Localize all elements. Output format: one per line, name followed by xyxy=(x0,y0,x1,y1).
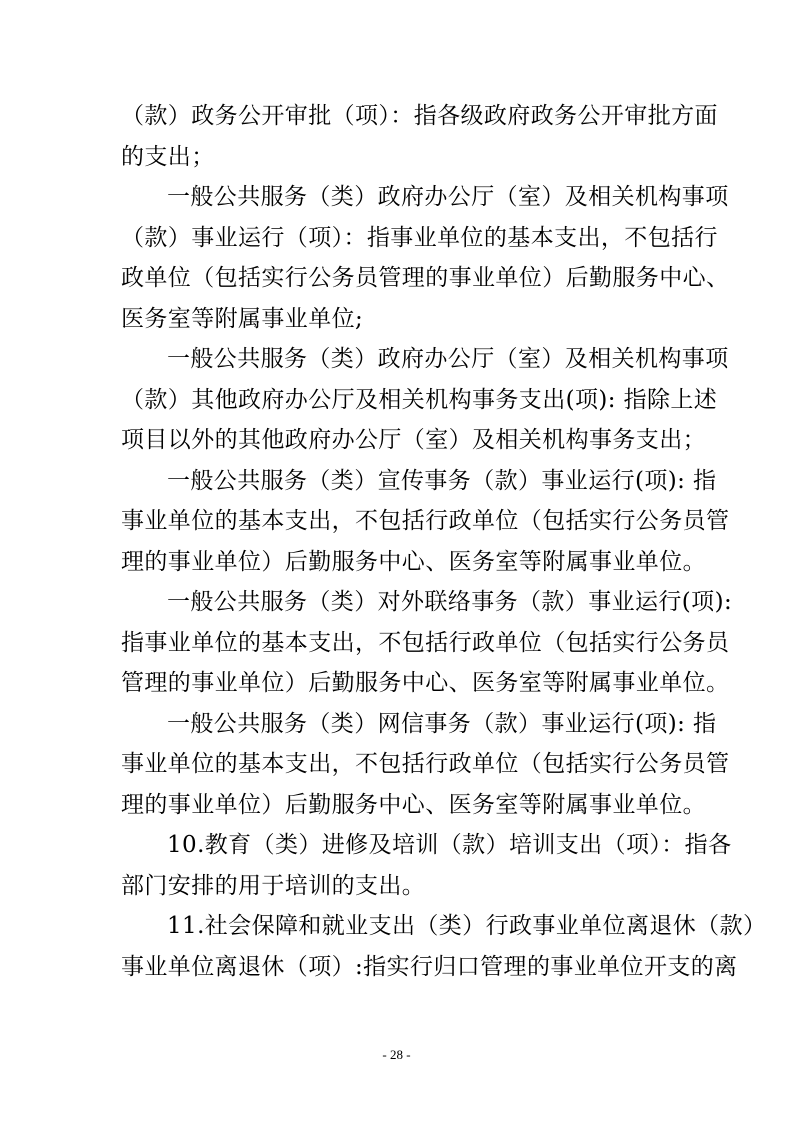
paragraph-7 xyxy=(121,825,732,906)
text-line: 事业单位离退休（项）:指实行归口管理的事业单位开支的离 xyxy=(121,953,738,980)
text-line: 事业单位的基本支出，不包括行政单位（包括实行公务员管 xyxy=(121,751,730,777)
text-line: 部门安排的用于培训的支出。 xyxy=(121,872,426,899)
text-line: 管理的事业单位）后勤服务中心、医务室等附属事业单位。 xyxy=(121,670,730,696)
text-line: 理的事业单位）后勤服务中心、医务室等附属事业单位。 xyxy=(121,791,706,818)
text-line: 一般公共服务（类）网信事务（款）事业运行(项): 指 xyxy=(167,710,717,737)
text-line: 医务室等附属事业单位; xyxy=(121,305,364,332)
text-line: 事业单位的基本支出，不包括行政单位（包括实行公务员管 xyxy=(121,508,730,534)
text-line: 的支出； xyxy=(121,143,215,170)
paragraph-4 xyxy=(121,461,730,583)
text-line: （款）事业运行（项）：指事业单位的基本支出，不包括行 xyxy=(121,224,718,251)
text-line: 10.教育（类）进修及培训（款）培训支出（项）：指各 xyxy=(167,832,732,858)
page-number: - 28 - xyxy=(382,1047,411,1062)
text-line: 一般公共服务（类）政府办公厅（室）及相关机构事项 xyxy=(167,184,729,210)
text-line: 一般公共服务（类）对外联络事务（款）事业运行(项): xyxy=(167,589,733,615)
text-line: （款）政务公开审批（项）：指各级政府政务公开审批方面 xyxy=(121,103,718,129)
paragraph-6 xyxy=(121,704,730,826)
text-line: 一般公共服务（类）政府办公厅（室）及相关机构事项 xyxy=(167,346,729,372)
text-line: 指事业单位的基本支出，不包括行政单位（包括实行公务员 xyxy=(121,629,730,656)
page-body xyxy=(121,96,767,987)
paragraph-2 xyxy=(121,177,730,339)
paragraph-5 xyxy=(121,582,733,704)
paragraph-1 xyxy=(121,96,718,177)
paragraph-3 xyxy=(121,339,729,461)
text-line: 一般公共服务（类）宣传事务（款）事业运行(项): 指 xyxy=(167,467,717,494)
paragraph-8 xyxy=(121,906,767,987)
text-line: 理的事业单位）后勤服务中心、医务室等附属事业单位。 xyxy=(121,548,706,575)
text-line: 政单位（包括实行公务员管理的事业单位）后勤服务中心、 xyxy=(121,265,730,291)
text-line: 11.社会保障和就业支出（类）行政事业单位离退休（款） xyxy=(167,913,767,939)
text-line: （款）其他政府办公厅及相关机构事务支出(项): 指除上述 xyxy=(121,386,718,413)
text-line: 项目以外的其他政府办公厅（室）及相关机构事务支出； xyxy=(121,427,706,453)
